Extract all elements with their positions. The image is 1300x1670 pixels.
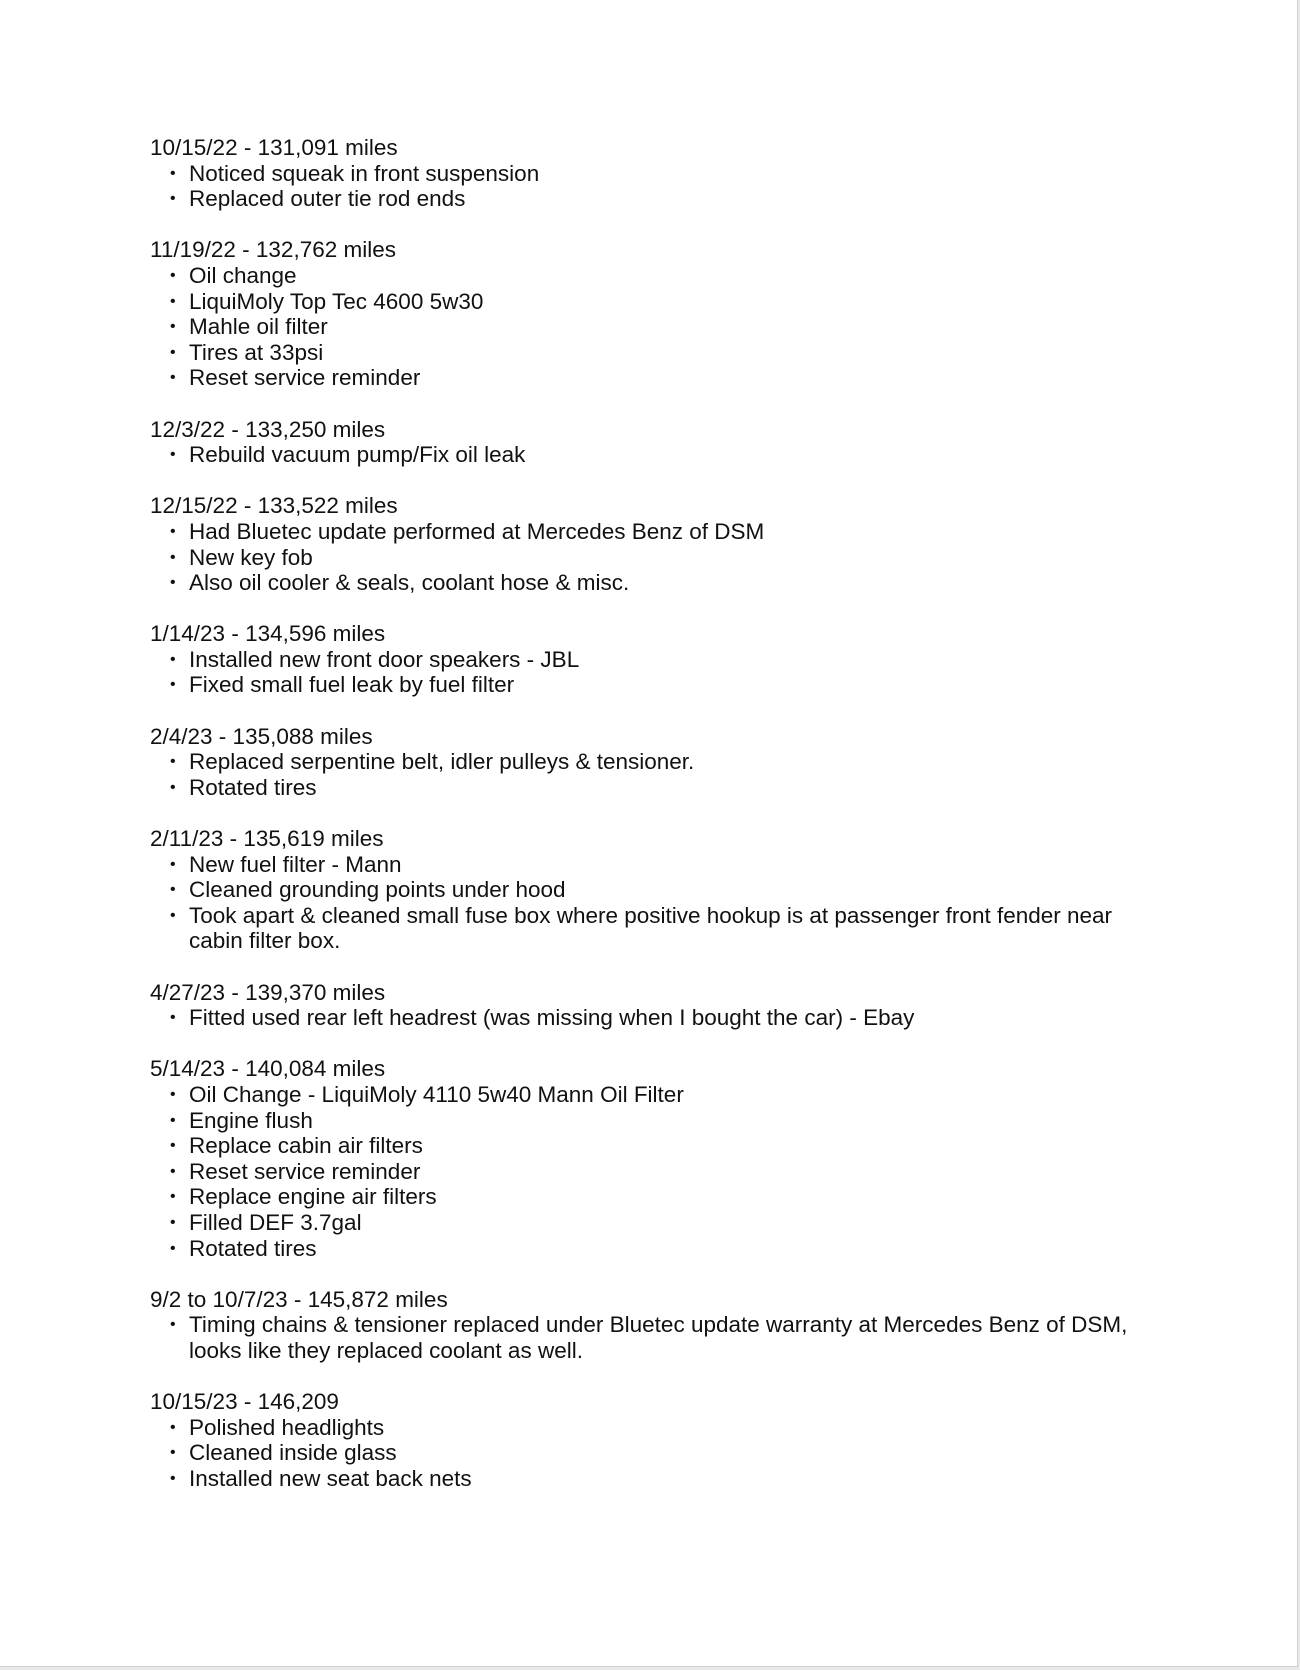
entry-item [150,1236,1160,1262]
entry-item [150,263,1160,289]
bullet-icon: • [170,548,176,566]
entry-item-text: Fixed small fuel leak by fuel filter [189,672,515,698]
entry-item-text: Replaced outer tie rod ends [189,186,466,212]
entry-item [150,749,1160,775]
entry-item-text: Rotated tires [189,1235,317,1261]
entry-item [150,340,1160,366]
entry-item-list [150,442,1160,468]
log-entry [150,621,1160,698]
bullet-icon: • [170,906,176,924]
entry-item-text: Replace engine air filters [189,1184,437,1210]
entry-item-text: Fitted used rear left headrest (was missing when I bought the car) - Ebay [189,1005,915,1031]
entry-item [150,1005,1160,1031]
entry-item-text: Reset service reminder [189,1158,421,1184]
entry-item [150,1440,1160,1466]
entry-item [150,314,1160,340]
log-entry [150,493,1160,595]
bullet-icon: • [170,1009,176,1027]
entry-item [150,519,1160,545]
bullet-icon: • [170,753,176,771]
entry-item [150,1108,1160,1134]
bullet-icon: • [170,1111,176,1129]
entry-item [150,570,1160,596]
entry-item-text: Cleaned inside glass [189,1440,397,1466]
entry-item [150,903,1160,954]
bullet-icon: • [170,318,176,336]
entry-item-text: Also oil cooler & seals, coolant hose & misc. [189,570,630,596]
entry-item-list [150,519,1160,596]
entry-item [150,775,1160,801]
bullet-icon: • [170,1188,176,1206]
entry-item-text: Had Bluetec update performed at Mercedes Benz of DSM [189,518,765,544]
bullet-icon: • [170,1137,176,1155]
entry-item-text: Took apart & cleaned small fuse box where positive hookup is at passenger front fender near cabin filter box. [189,902,1113,954]
entry-item-list [150,647,1160,698]
entry-item-text: Cleaned grounding points under hood [189,877,566,903]
entry-item [150,1415,1160,1441]
entry-item [150,289,1160,315]
entry-item [150,545,1160,571]
bullet-icon: • [170,855,176,873]
entry-item-list [150,749,1160,800]
entry-item-text: Replaced serpentine belt, idler pulleys & tensioner. [189,749,695,775]
entry-item-text: Polished headlights [189,1414,385,1440]
entry-item-list [150,1312,1160,1363]
entry-heading: 2/11/23 - 135,619 miles [150,826,384,852]
bullet-icon: • [170,676,176,694]
log-entry [150,1287,1160,1364]
entry-heading: 12/15/22 - 133,522 miles [150,493,398,519]
entry-item-text: New fuel filter - Mann [189,851,402,877]
entry-item-text: Rotated tires [189,774,317,800]
log-entry [150,417,1160,468]
bullet-icon: • [170,650,176,668]
entry-item-text: Reset service reminder [189,365,421,391]
entry-item [150,365,1160,391]
entry-item [150,877,1160,903]
entry-item [150,1159,1160,1185]
bullet-icon: • [170,778,176,796]
entry-heading: 9/2 to 10/7/23 - 145,872 miles [150,1286,448,1312]
entry-item [150,161,1160,187]
bullet-icon: • [170,292,176,310]
entry-heading: 2/4/23 - 135,088 miles [150,723,373,749]
entry-item-text: LiquiMoly Top Tec 4600 5w30 [189,288,484,314]
log-entry [150,1389,1160,1491]
bullet-icon: • [170,369,176,387]
entry-item-list [150,1005,1160,1031]
log-entry [150,237,1160,391]
entry-item [150,852,1160,878]
entry-item-list [150,1082,1160,1261]
entry-item-list [150,263,1160,391]
entry-item-list [150,161,1160,212]
entry-item [150,1312,1160,1363]
entry-heading: 11/19/22 - 132,762 miles [150,237,396,263]
bullet-icon: • [170,574,176,592]
entry-item [150,1466,1160,1492]
bullet-icon: • [170,266,176,284]
entry-heading: 4/27/23 - 139,370 miles [150,979,386,1005]
entry-heading: 12/3/22 - 133,250 miles [150,416,386,442]
entry-item-text: New key fob [189,544,313,570]
bullet-icon: • [170,522,176,540]
entry-item [150,672,1160,698]
bullet-icon: • [170,1162,176,1180]
bullet-icon: • [170,1469,176,1487]
entry-heading: 10/15/23 - 146,209 [150,1389,339,1415]
bullet-icon: • [170,190,176,208]
entry-item-text: Timing chains & tensioner replaced under Bluetec update warranty at Mercedes Benz of DSM, looks like they replaced coolant as well. [189,1312,1128,1363]
entry-item-text: Rebuild vacuum pump/Fix oil leak [189,442,526,468]
entry-heading: 1/14/23 - 134,596 miles [150,621,386,647]
bullet-icon: • [170,881,176,899]
entry-item [150,1133,1160,1159]
entry-item-text: Engine flush [189,1107,313,1133]
entry-item-text: Installed new front door speakers - JBL [189,646,580,672]
entry-item [150,442,1160,468]
log-entry [150,1056,1160,1261]
bullet-icon: • [170,1444,176,1462]
entry-item-text: Installed new seat back nets [189,1465,472,1491]
entry-item [150,1210,1160,1236]
entry-item-text: Filled DEF 3.7gal [189,1209,362,1235]
entry-item [150,647,1160,673]
entry-item-text: Oil change [189,262,297,288]
entry-item-text: Tires at 33psi [189,339,324,365]
bullet-icon: • [170,1213,176,1231]
entry-item-text: Replace cabin air filters [189,1133,423,1159]
bullet-icon: • [170,164,176,182]
service-log [150,135,1160,1517]
entry-item [150,1082,1160,1108]
log-entry [150,724,1160,801]
entry-item [150,186,1160,212]
log-entry [150,826,1160,954]
entry-item-list [150,852,1160,954]
entry-heading: 10/15/22 - 131,091 miles [150,135,398,160]
entry-item-text: Mahle oil filter [189,314,328,340]
entry-item-text: Oil Change - LiquiMoly 4110 5w40 Mann Oil Filter [189,1081,684,1107]
bullet-icon: • [170,1239,176,1257]
entry-heading: 5/14/23 - 140,084 miles [150,1056,386,1082]
log-entry [150,980,1160,1031]
bullet-icon: • [170,1418,176,1436]
entry-item-text: Noticed squeak in front suspension [189,160,540,186]
bullet-icon: • [170,1316,176,1334]
bullet-icon: • [170,1085,176,1103]
entry-item-list [150,1415,1160,1492]
log-entry [150,135,1160,212]
entry-item [150,1184,1160,1210]
bullet-icon: • [170,343,176,361]
bullet-icon: • [170,446,176,464]
